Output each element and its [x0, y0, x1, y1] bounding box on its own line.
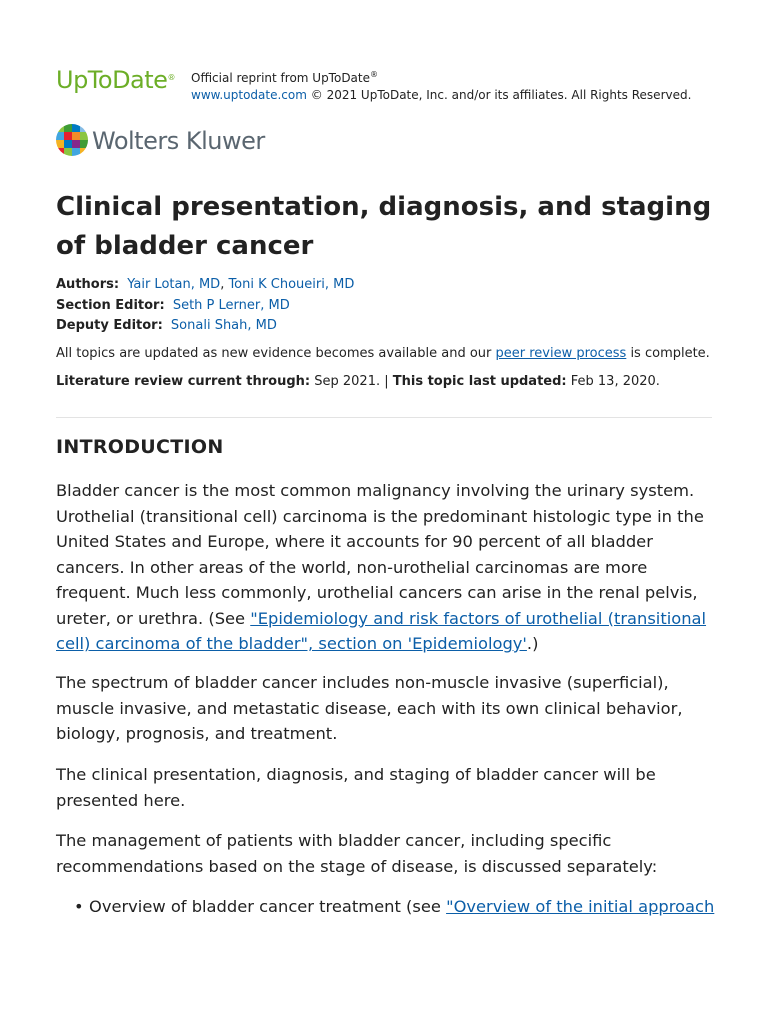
intro-paragraph-3: The clinical presentation, diagnosis, and staging of bladder cancer will be presented here.: [56, 765, 656, 810]
topic-title: Clinical presentation, diagnosis, and staging of bladder cancer: [56, 192, 712, 261]
wolters-kluwer-wordmark: Wolters Kluwer: [92, 127, 265, 155]
section-editor-link[interactable]: Seth P Lerner, MD: [172, 297, 290, 313]
bullet-marker: •: [74, 897, 84, 916]
intro-paragraph-2: The spectrum of bladder cancer includes non-muscle invasive (superficial), muscle invasive, and metastatic disease, each with its own clinical behavior, biology, prognosis, and treatment.: [56, 673, 683, 743]
review-note: All topics are updated as new evidence becomes available and our peer review process is complete.: [56, 346, 710, 361]
reprint-line: Official reprint from UpToDate: [191, 71, 370, 85]
section-heading-introduction: INTRODUCTION: [56, 436, 224, 458]
authors-label: Authors:: [56, 277, 120, 292]
reprint-notice: Official reprint from UpToDate® www.uptodate.com © 2021 UpToDate, Inc. and/or its affiliates. All Rights Reserved.: [191, 70, 692, 102]
deputy-editor-link[interactable]: Sonali Shah, MD: [170, 318, 277, 333]
copyright-text: © 2021 UpToDate, Inc. and/or its affiliates. All Rights Reserved.: [306, 88, 692, 102]
uptodate-logo: UpToDate®: [56, 66, 175, 94]
reprint-header: [56, 66, 712, 106]
initial-approach-link[interactable]: "Overview of the initial approach: [446, 897, 715, 916]
topic-authors: Authors: Yair Lotan, MD, Toni K Choueiri, MD Section Editor: Seth P Lerner, MD Deputy Editor: Sonali Shah, MD: [56, 275, 354, 337]
uptodate-site-link[interactable]: www.uptodate.com: [191, 88, 307, 102]
peer-review-link[interactable]: peer review process: [495, 346, 627, 361]
epidemiology-link[interactable]: "Epidemiology and risk factors of urothelial (transitional cell) carcinoma of the bladder", section on 'Epidemiology': [56, 608, 707, 653]
section-divider: [56, 417, 712, 418]
author-link-2[interactable]: Toni K Choueiri, MD: [228, 277, 355, 292]
section-editor-label: Section Editor:: [56, 297, 165, 313]
intro-paragraph-4: The management of patients with bladder cancer, including specific recommendations based on the stage of disease, is discussed separately:: [56, 831, 658, 876]
author-link-1[interactable]: Yair Lotan, MD: [127, 277, 221, 292]
deputy-editor-label: Deputy Editor:: [56, 318, 163, 333]
literature-review-line: Literature review current through: Sep 2021. | This topic last updated: Feb 13, 2020.: [56, 374, 660, 389]
intro-paragraph-1: Bladder cancer is the most common malignancy involving the urinary system. Urothelial (transitional cell) carcinoma is the predominant histologic type in the United States and Europe, where it accounts for 90 percent of all bladder cancers. In other areas of the world, non-urothelial carcinomas are more frequent. Much less commonly, urothelial cancers can arise in the renal pelvis, ureter, or urethra. (See "Epidemiology and risk factors of urothelial (transitional cell) carcinoma of the bladder", section on 'Epidemiology'.): [56, 481, 707, 653]
wolters-kluwer-mark-icon: [56, 124, 88, 156]
